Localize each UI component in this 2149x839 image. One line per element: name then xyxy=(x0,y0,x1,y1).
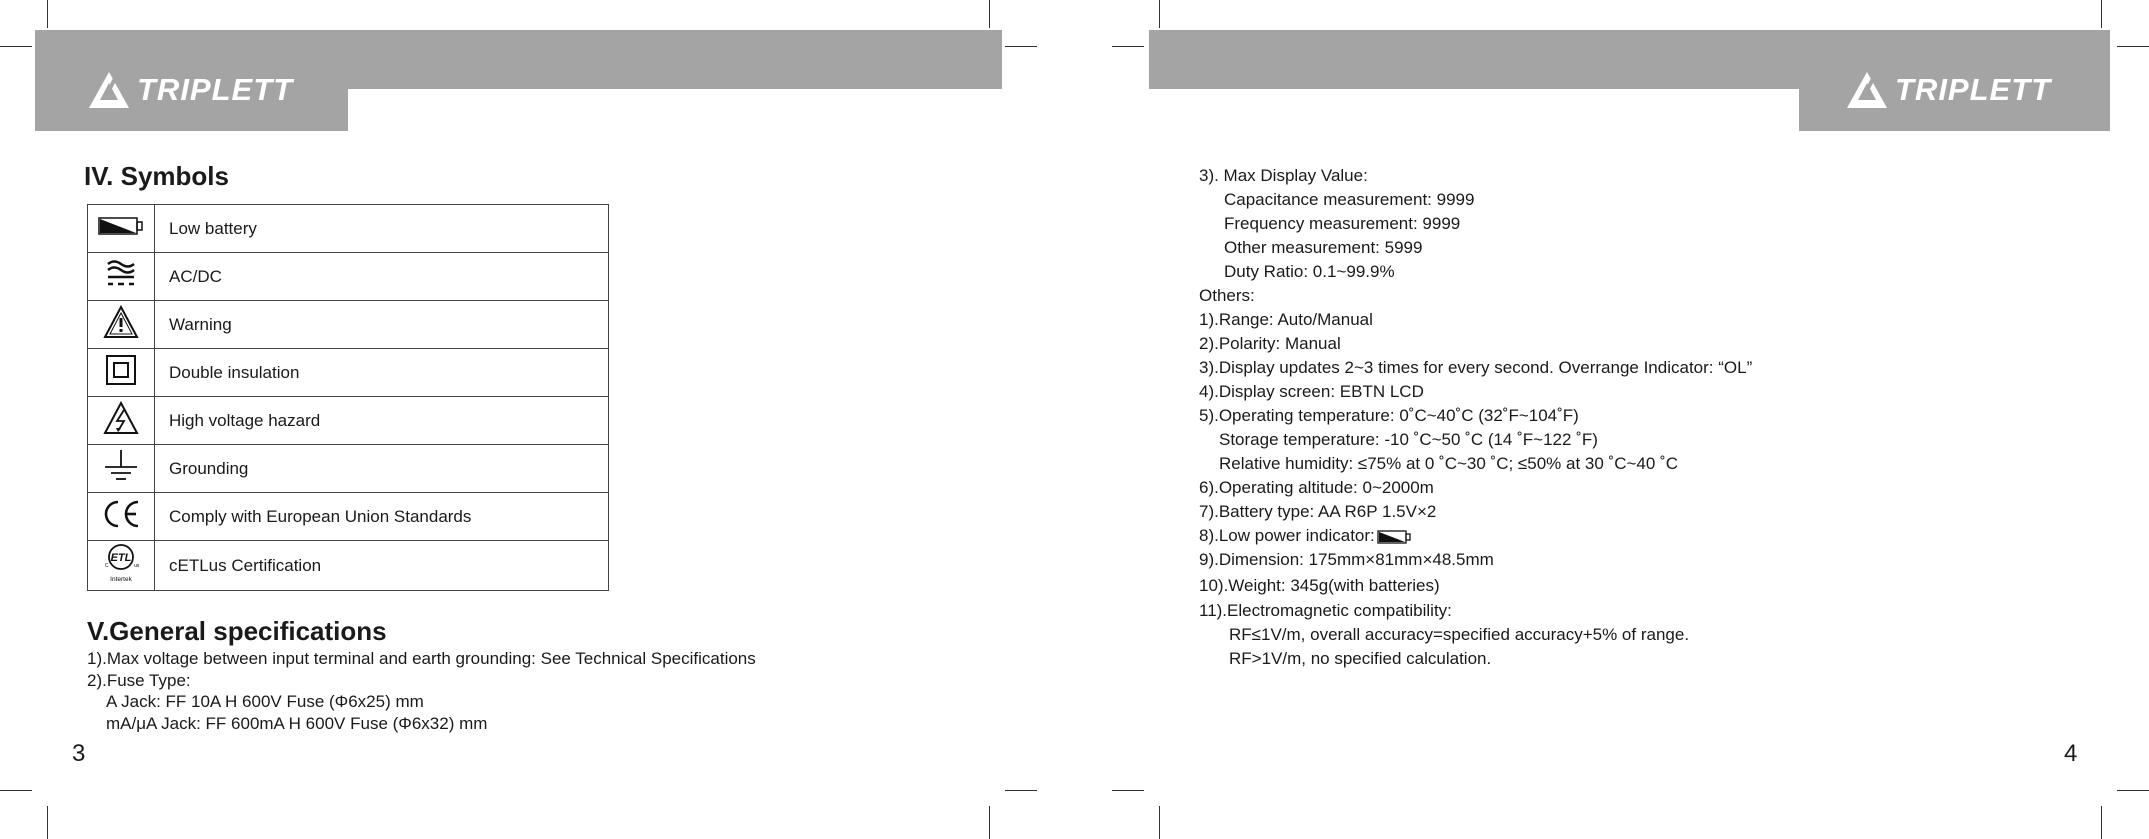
double-insulation-icon xyxy=(105,354,137,386)
table-row xyxy=(88,541,609,591)
crop-mark xyxy=(47,0,48,28)
spec-line: Others: xyxy=(1199,286,1255,305)
spec-line: 5).Operating temperature: 0˚C~40˚C (32˚F~104˚F) xyxy=(1199,406,1579,425)
triplett-logo xyxy=(1845,70,2051,110)
low-power-line xyxy=(1199,526,1411,546)
triplett-logo-icon xyxy=(87,70,131,110)
crop-mark xyxy=(0,790,32,791)
spec-line: 3). Max Display Value: xyxy=(1199,166,1368,185)
high-voltage-icon xyxy=(103,401,139,435)
spec-line: 6).Operating altitude: 0~2000m xyxy=(1199,478,1434,497)
table-row xyxy=(88,253,609,301)
spec-line: 2).Polarity: Manual xyxy=(1199,334,1341,353)
spec-line: Capacitance measurement: 9999 xyxy=(1224,190,1475,209)
table-row xyxy=(88,205,609,253)
table-row xyxy=(88,349,609,397)
brand-name: TRIPLETT xyxy=(1895,72,2052,107)
cetlus-sub-label: Intertek xyxy=(110,576,132,583)
symbol-label: High voltage hazard xyxy=(155,397,609,445)
spec-line: 10).Weight: 345g(with batteries) xyxy=(1199,576,1440,595)
spec-line: RF≤1V/m, overall accuracy=specified accuracy+5% of range. xyxy=(1229,625,1690,644)
crop-mark xyxy=(989,0,990,28)
spec-line: 1).Range: Auto/Manual xyxy=(1199,310,1373,329)
symbol-label: Warning xyxy=(155,301,609,349)
crop-mark xyxy=(1005,790,1037,791)
spec-line: mA/μA Jack: FF 600mA H 600V Fuse (Φ6x32) mm xyxy=(106,714,488,733)
crop-mark xyxy=(2101,0,2102,28)
symbols-heading: IV. Symbols xyxy=(84,161,229,191)
spec-line: Duty Ratio: 0.1~99.9% xyxy=(1224,262,1395,281)
symbol-label: cETLus Certification xyxy=(155,541,609,591)
crop-mark xyxy=(1112,46,1144,47)
spec-line: 7).Battery type: AA R6P 1.5V×2 xyxy=(1199,502,1437,521)
symbol-label: AC/DC xyxy=(155,253,609,301)
symbol-label: Grounding xyxy=(155,445,609,493)
spec-line: 11).Electromagnetic compatibility: xyxy=(1199,601,1452,620)
spec-line: A Jack: FF 10A H 600V Fuse (Φ6x25) mm xyxy=(106,692,424,711)
grounding-icon xyxy=(103,449,139,483)
svg-text:ETL: ETL xyxy=(110,552,132,564)
crop-mark xyxy=(1005,46,1037,47)
ac-dc-icon xyxy=(105,258,137,290)
page-number-left: 3 xyxy=(72,740,86,767)
crop-mark xyxy=(0,46,32,47)
spec-line: Other measurement: 5999 xyxy=(1224,238,1423,257)
spec-line: 2).Fuse Type: xyxy=(87,671,191,690)
warning-icon xyxy=(103,305,139,339)
crop-mark xyxy=(2117,46,2149,47)
spec-line: Frequency measurement: 9999 xyxy=(1224,214,1461,233)
spec-line: 4).Display screen: EBTN LCD xyxy=(1199,382,1424,401)
symbol-label: Comply with European Union Standards xyxy=(155,493,609,541)
crop-mark xyxy=(2101,806,2102,839)
crop-mark xyxy=(989,806,990,839)
symbol-label: Double insulation xyxy=(155,349,609,397)
crop-mark xyxy=(2117,790,2149,791)
general-specs-heading: V.General specifications xyxy=(87,616,387,646)
crop-mark xyxy=(47,806,48,839)
svg-text:C: C xyxy=(105,563,109,569)
brand-name: TRIPLETT xyxy=(137,72,294,107)
spec-line: 3).Display updates 2~3 times for every second. Overrange Indicator: “OL” xyxy=(1199,358,1753,377)
low-battery-icon xyxy=(1377,530,1411,544)
low-battery-icon xyxy=(98,216,144,236)
spec-line-text: 8).Low power indicator: xyxy=(1199,526,1375,545)
crop-mark xyxy=(1159,0,1160,28)
page-number-right: 4 xyxy=(2064,740,2078,767)
spec-line: 1).Max voltage between input terminal and earth grounding: See Technical Specifications xyxy=(87,649,756,668)
spec-line: 9).Dimension: 175mm×81mm×48.5mm xyxy=(1199,550,1494,569)
spec-line: Storage temperature: -10 ˚C~50 ˚C (14 ˚F~122 ˚F) xyxy=(1219,430,1598,449)
svg-text:us: us xyxy=(134,563,140,569)
table-row xyxy=(88,493,609,541)
triplett-logo xyxy=(87,70,293,110)
crop-mark xyxy=(1112,790,1144,791)
spec-line: Relative humidity: ≤75% at 0 ˚C~30 ˚C; ≤50% at 30 ˚C~40 ˚C xyxy=(1219,454,1678,473)
ce-mark-icon xyxy=(101,498,141,530)
symbols-table xyxy=(87,204,609,591)
symbol-label: Low battery xyxy=(155,205,609,253)
table-row xyxy=(88,445,609,493)
triplett-logo-icon xyxy=(1845,70,1889,110)
crop-mark xyxy=(1159,806,1160,839)
spec-line: RF>1V/m, no specified calculation. xyxy=(1229,649,1492,668)
table-row xyxy=(88,301,609,349)
cetlus-icon xyxy=(99,541,143,585)
table-row xyxy=(88,397,609,445)
